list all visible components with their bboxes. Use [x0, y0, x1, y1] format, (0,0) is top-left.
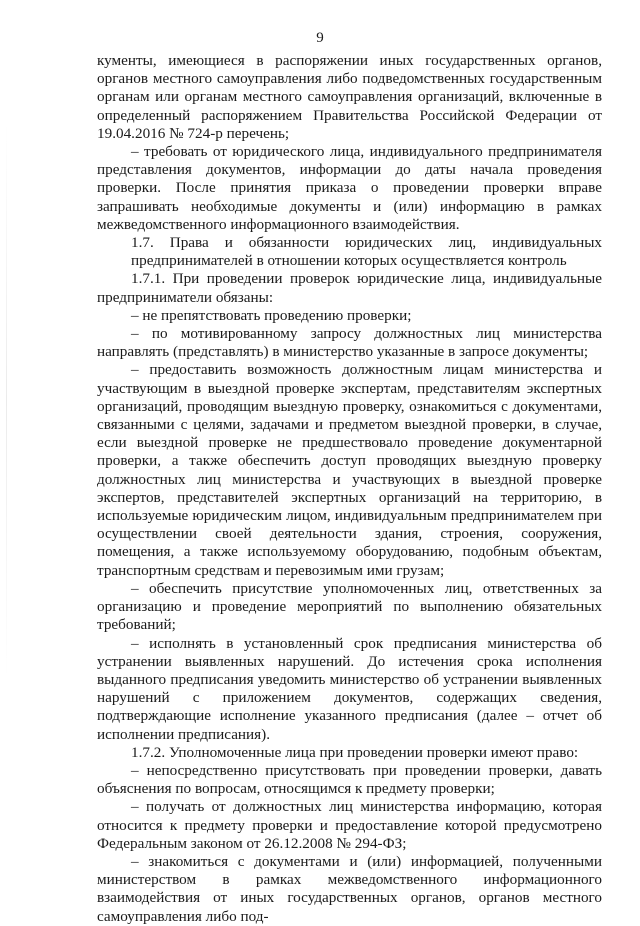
paragraph: 1.7.1. При проведении проверок юридические лица, индивидуальные предприниматели обязаны:: [97, 270, 602, 306]
list-item: – непосредственно присутствовать при проведении проверки, давать объяснения по вопросам, относящимся к предмету проверки;: [97, 761, 602, 798]
document-body: [97, 52, 602, 926]
section-heading: 1.7. Права и обязанности юридических лиц, индивидуальных предпринимателей в отношении которых осуществляется контроль: [131, 234, 602, 270]
paragraph: кументы, имеющиеся в распоряжении иных государственных органов, органов местного самоуправления либо подведомственных государственным органам или органам местного самоуправления организаций, включенные в определенный распоряжением Правительства Российской Федерации от 19.04.2016 № 724-р перечень;: [97, 52, 602, 142]
paragraph: 1.7.2. Уполномоченные лица при проведении проверки имеют право:: [131, 743, 579, 761]
list-item: – по мотивированному запросу должностных лиц министерства направлять (представлять) в министерство указанные в запросе документы;: [97, 325, 602, 361]
list-item: – получать от должностных лиц министерства информацию, которая относится к предмету проверки и предоставление которой предусмотрено Федеральным законом от 26.12.2008 № 294-ФЗ;: [97, 798, 602, 852]
list-item: – предоставить возможность должностным лицам министерства и участвующим в выездной проверке экспертам, представителям экспертных организаций, проводящим выездную проверку, ознакомиться с документами, связанными с целями, задачами и предметом выездной проверки, в случае, если выездной проверке не предшествовало проведение документарной проверки, а также обеспечить доступ проводящих выездную проверку должностных лиц министерства и участвующих в выездной проверке экспертов, представителей экспертных организаций на территорию, в используемые юридическим лицом, индивидуальным предпринимателем при осуществлении своей деятельности здания, строения, сооружения, помещения, а также используемому оборудованию, подобным объектам, транспортным средствам и перевозимым ими грузам;: [97, 361, 602, 579]
list-item: – не препятствовать проведению проверки;: [131, 306, 412, 324]
paragraph: – требовать от юридического лица, индивидуального предпринимателя представления документов, информации до даты начала проведения проверки. После принятия приказа о проведении проверки вправе запрашивать необходимые документы и (или) информацию в рамках межведомственного информационного взаимодействия.: [97, 143, 602, 233]
list-item: – знакомиться с документами и (или) информацией, полученными министерством в рамках межведомственного информационного взаимодействия от иных государственных органов, органов местного самоуправления либо под-: [97, 852, 602, 925]
scan-edge-shadow: [6, 120, 7, 680]
list-item: – исполнять в установленный срок предписания министерства об устранении выявленных нарушений. До истечения срока исполнения выданного предписания уведомить министерство об устранении выявленных нарушений с приложением документов, содержащих сведения, подтверждающие исполнение указанного предписания (далее – отчет об исполнении предписания).: [97, 634, 602, 743]
list-item: – обеспечить присутствие уполномоченных лиц, ответственных за организацию и проведение мероприятий по выполнению обязательных требований;: [97, 579, 602, 634]
page-number: 9: [316, 30, 324, 46]
